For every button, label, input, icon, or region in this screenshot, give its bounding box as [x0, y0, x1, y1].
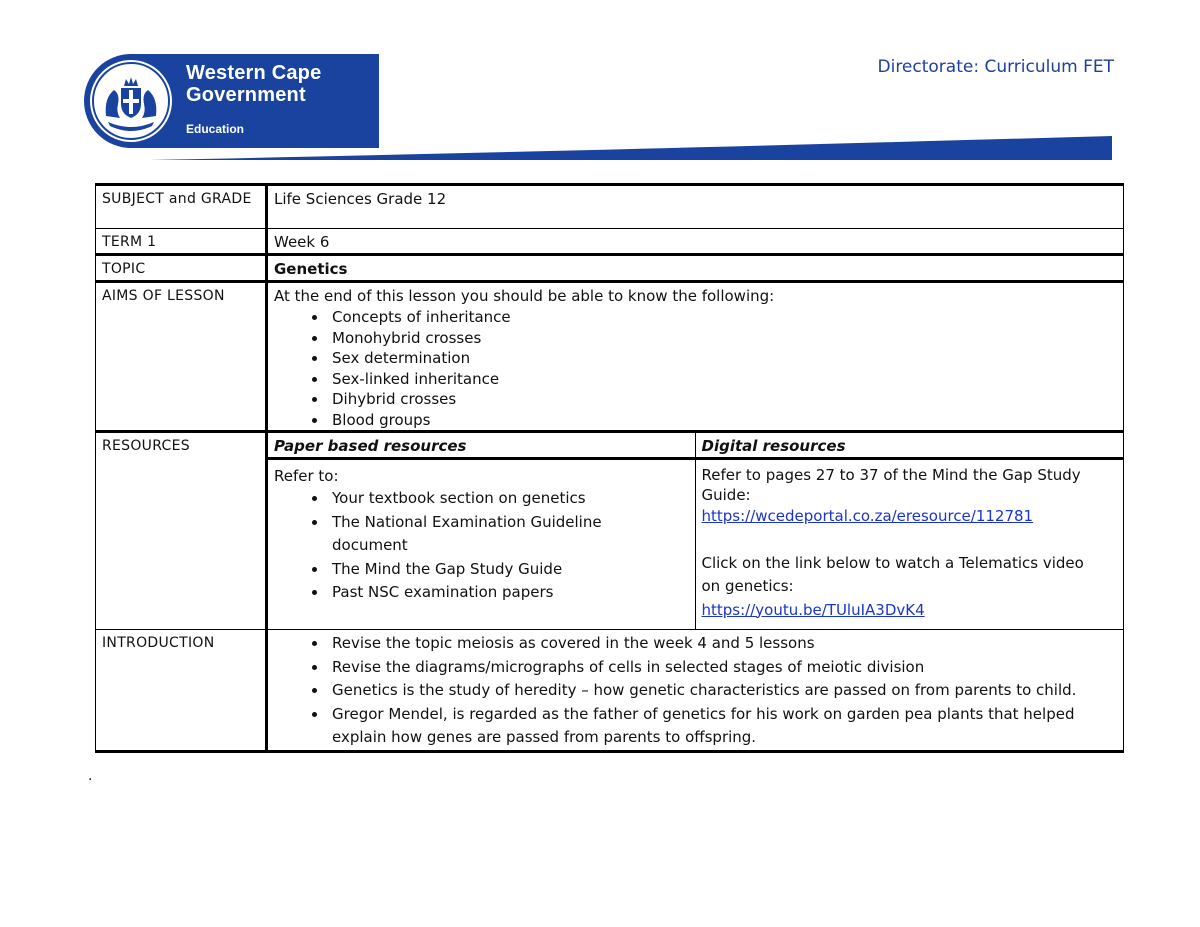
- subject-row: [96, 185, 1124, 229]
- directorate-title: Directorate: Curriculum FET: [877, 57, 1114, 77]
- paper-resources-heading: Paper based resources: [267, 432, 696, 459]
- list-item: • Gregor Mendel, is regarded as the father of genetics for his work on garden pea plants that helped explain how genes are passed from parents to offspring.: [328, 703, 1083, 750]
- list-item: • Blood groups: [328, 410, 1117, 431]
- coat-of-arms-icon: [90, 60, 172, 142]
- brand-department: Education: [186, 122, 245, 136]
- list-item: • Genetics is the study of heredity – how genetic characteristics are passed on from parents to child.: [328, 679, 1083, 703]
- aims-intro: At the end of this lesson you should be able to know the following:: [274, 287, 775, 305]
- aims-list: [274, 307, 1117, 430]
- term-label: TERM 1: [96, 229, 267, 255]
- list-item: • Monohybrid crosses: [328, 328, 1117, 349]
- subject-label: SUBJECT and GRADE: [96, 185, 267, 229]
- digital-text-1: Refer to pages 27 to 37 of the Mind the Gap Study Guide:: [701, 466, 1081, 504]
- paper-resources: [267, 459, 696, 630]
- list-item: • The National Examination Guideline document: [328, 511, 689, 558]
- list-item: • Sex-linked inheritance: [328, 369, 1117, 390]
- term-value: Week 6: [267, 229, 1124, 255]
- lesson-plan-table: [95, 183, 1124, 753]
- term-row: [96, 229, 1124, 255]
- aims-label: AIMS OF LESSON: [96, 282, 267, 432]
- digital-text-2: Click on the link below to watch a Telematics video on genetics:: [701, 553, 1084, 595]
- eresource-link[interactable]: https://wcedeportal.co.za/eresource/112781: [701, 507, 1034, 525]
- youtube-link[interactable]: https://youtu.be/TUluIA3DvK4: [701, 600, 925, 619]
- resources-label: RESOURCES: [96, 432, 267, 630]
- introduction-row: [96, 630, 1124, 752]
- topic-row: [96, 255, 1124, 282]
- list-item: • Concepts of inheritance: [328, 307, 1117, 328]
- list-item: • Revise the diagrams/micrographs of cells in selected stages of meiotic division: [328, 656, 1083, 680]
- introduction-content: [267, 630, 1124, 752]
- topic-label: TOPIC: [96, 255, 267, 282]
- topic-value: Genetics: [267, 255, 1124, 282]
- digital-resources: [695, 459, 1124, 630]
- digital-resources-heading: Digital resources: [695, 432, 1124, 459]
- subject-value: Life Sciences Grade 12: [267, 185, 1124, 229]
- list-item: • Revise the topic meiosis as covered in the week 4 and 5 lessons: [328, 632, 1083, 656]
- list-item: • Dihybrid crosses: [328, 389, 1117, 410]
- header-swoosh: [150, 134, 1114, 162]
- aims-row: [96, 282, 1124, 432]
- list-item: • Sex determination: [328, 348, 1117, 369]
- paper-intro: Refer to:: [274, 467, 339, 485]
- list-item: • The Mind the Gap Study Guide: [328, 558, 689, 582]
- introduction-list: [274, 632, 1083, 750]
- brand-line1: Western Cape: [186, 62, 322, 84]
- resources-heading-row: [96, 432, 1124, 459]
- list-item: • Your textbook section on genetics: [328, 487, 689, 511]
- list-item: • Past NSC examination papers: [328, 581, 689, 605]
- aims-content: [267, 282, 1124, 432]
- introduction-label: INTRODUCTION: [96, 630, 267, 752]
- paper-resources-list: [274, 487, 689, 605]
- footer-dot: .: [88, 768, 93, 784]
- brand-line2: Government: [186, 84, 306, 106]
